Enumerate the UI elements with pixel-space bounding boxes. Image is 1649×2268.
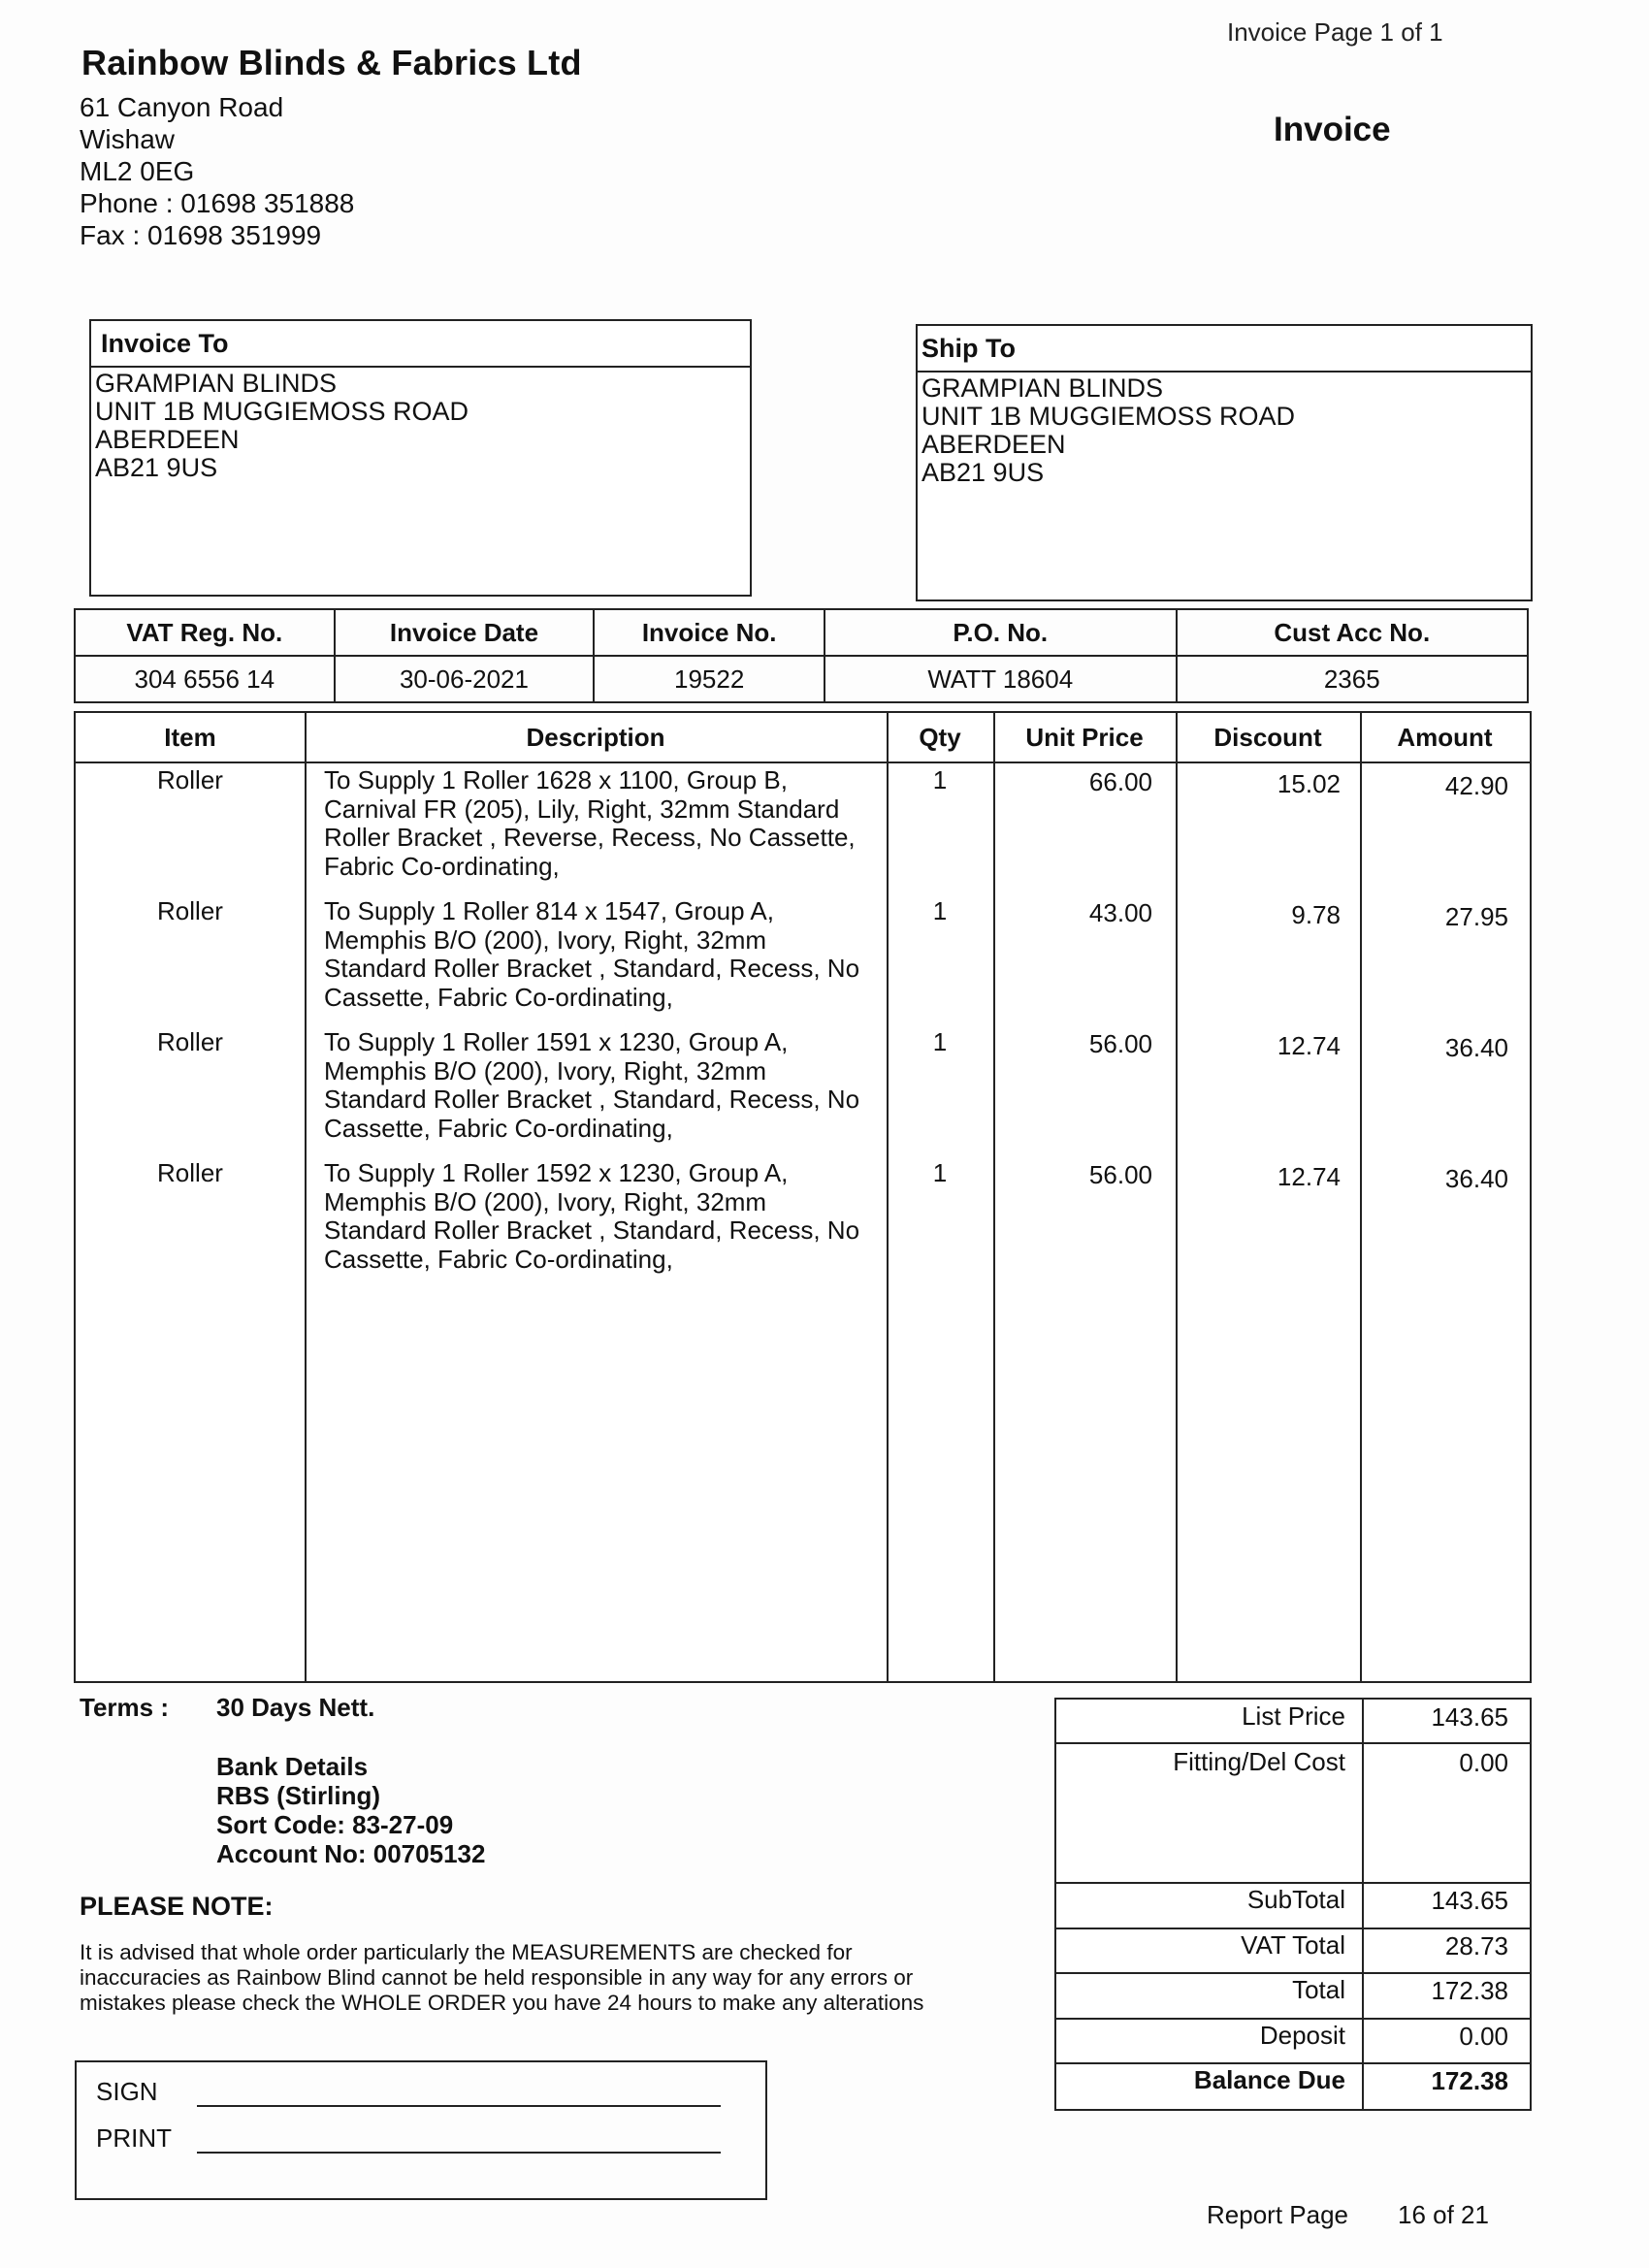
invoice-date-value: 30-06-2021 [335, 656, 595, 702]
description-line: To Supply 1 Roller 1592 x 1230, Group A, [324, 1158, 789, 1187]
company-phone: Phone : 01698 351888 [80, 188, 355, 218]
description-cell [324, 1159, 882, 1274]
totals-divider [1362, 1700, 1364, 2109]
ship-to-address [918, 373, 1531, 487]
description-cell [324, 897, 882, 1012]
report-page-value: 16 of 21 [1398, 2200, 1489, 2229]
ship-to-line: UNIT 1B MUGGIEMOSS ROAD [922, 402, 1296, 431]
balance-due-label: Balance Due [1193, 2065, 1345, 2094]
discount-cell: 12.74 [1277, 1031, 1341, 1060]
amount-cell: 36.40 [1444, 1164, 1508, 1193]
discount-cell: 12.74 [1277, 1162, 1341, 1191]
item-cell: Roller [157, 1158, 223, 1187]
ship-to-heading: Ship To [918, 326, 1531, 373]
note-line: It is advised that whole order particularly the MEASUREMENTS are checked for [80, 1940, 853, 1964]
description-line: Roller Bracket , Reverse, Recess, No Cassette, [324, 823, 856, 852]
unit-price-column-header: Unit Price [1025, 723, 1144, 752]
invoice-to-line: GRAMPIAN BLINDS [95, 369, 338, 398]
totals-rule [1056, 2018, 1530, 2020]
invoice-to-heading: Invoice To [91, 321, 750, 368]
sign-label: SIGN [96, 2077, 158, 2106]
print-label: PRINT [96, 2123, 172, 2153]
total-value: 172.38 [1431, 1976, 1508, 2005]
qty-cell: 1 [932, 896, 948, 925]
balance-due-value: 172.38 [1431, 2066, 1508, 2095]
description-line: To Supply 1 Roller 1591 x 1230, Group A, [324, 1027, 789, 1056]
account-number: Account No: 00705132 [216, 1839, 486, 1868]
amount-cell: 42.90 [1444, 771, 1508, 800]
item-cell: Roller [157, 1027, 223, 1056]
cust-acc-header: Cust Acc No. [1177, 609, 1528, 656]
description-line: Cassette, Fabric Co-ordinating, [324, 982, 673, 1012]
total-label: Total [1292, 1975, 1345, 2004]
description-column-header: Description [526, 723, 665, 752]
amount-cell: 27.95 [1444, 902, 1508, 931]
po-no-value: WATT 18604 [824, 656, 1176, 702]
bank-name: RBS (Stirling) [216, 1781, 380, 1810]
ship-to-line: ABERDEEN [922, 430, 1066, 459]
unit-price-cell: 66.00 [1088, 767, 1152, 796]
line-item-row [76, 1028, 1530, 1158]
line-item-row [76, 897, 1530, 1027]
print-line[interactable] [197, 2152, 721, 2154]
line-item-row [76, 766, 1530, 896]
vat-total-label: VAT Total [1241, 1930, 1345, 1960]
unit-price-cell: 56.00 [1088, 1029, 1152, 1058]
description-line: Carnival FR (205), Lily, Right, 32mm Standard [324, 794, 840, 824]
description-cell [324, 766, 882, 881]
description-line: Fabric Co-ordinating, [324, 851, 560, 881]
description-line: Memphis B/O (200), Ivory, Right, 32mm [324, 924, 767, 955]
fitting-cost-label: Fitting/Del Cost [1173, 1747, 1345, 1776]
invoice-page-indicator: Invoice Page 1 of 1 [1227, 17, 1443, 47]
please-note-text [80, 1940, 991, 2016]
qty-column-header: Qty [919, 723, 961, 752]
item-column-header: Item [164, 723, 216, 752]
qty-cell: 1 [932, 1158, 948, 1187]
invoice-to-line: AB21 9US [95, 453, 218, 482]
company-address-line1: 61 Canyon Road [80, 92, 284, 122]
totals-rule [1056, 1882, 1530, 1884]
qty-cell: 1 [932, 765, 948, 794]
discount-cell: 9.78 [1291, 900, 1341, 929]
please-note-heading: PLEASE NOTE: [80, 1892, 274, 1921]
vat-reg-value: 304 6556 14 [75, 656, 335, 702]
line-items-header [76, 713, 1530, 763]
sign-line[interactable] [197, 2105, 721, 2107]
item-cell: Roller [157, 896, 223, 925]
deposit-value: 0.00 [1459, 2022, 1508, 2051]
company-name: Rainbow Blinds & Fabrics Ltd [81, 43, 582, 82]
item-cell: Roller [157, 765, 223, 794]
totals-rule [1056, 1928, 1530, 1929]
cust-acc-value: 2365 [1177, 656, 1528, 702]
company-address-line2: Wishaw [80, 124, 176, 154]
totals-rule [1056, 1742, 1530, 1744]
invoice-no-value: 19522 [594, 656, 824, 702]
discount-cell: 15.02 [1277, 769, 1341, 798]
invoice-no-header: Invoice No. [594, 609, 824, 656]
company-fax: Fax : 01698 351999 [80, 220, 322, 250]
unit-price-cell: 43.00 [1088, 898, 1152, 927]
invoice-meta-table [74, 608, 1529, 703]
terms-label: Terms : [80, 1693, 169, 1722]
subtotal-label: SubTotal [1246, 1885, 1345, 1914]
totals-rule [1056, 1972, 1530, 1974]
deposit-label: Deposit [1259, 2021, 1345, 2050]
vat-reg-header: VAT Reg. No. [75, 609, 335, 656]
ship-to-line: AB21 9US [922, 458, 1045, 487]
list-price-label: List Price [1242, 1701, 1345, 1731]
terms-value: 30 Days Nett. [216, 1693, 375, 1722]
description-line: Cassette, Fabric Co-ordinating, [324, 1244, 673, 1274]
description-line: Memphis B/O (200), Ivory, Right, 32mm [324, 1055, 767, 1085]
report-page-label: Report Page [1207, 2200, 1348, 2229]
company-postcode: ML2 0EG [80, 156, 195, 186]
amount-column-header: Amount [1397, 723, 1493, 752]
description-line: Standard Roller Bracket , Standard, Recess, No [324, 1215, 860, 1245]
discount-column-header: Discount [1213, 723, 1322, 752]
unit-price-cell: 56.00 [1088, 1160, 1152, 1189]
subtotal-value: 143.65 [1431, 1886, 1508, 1915]
line-item-row [76, 1159, 1530, 1289]
description-line: To Supply 1 Roller 814 x 1547, Group A, [324, 896, 774, 925]
bank-details [216, 1752, 485, 1868]
ship-to-line: GRAMPIAN BLINDS [922, 373, 1164, 403]
description-line: Memphis B/O (200), Ivory, Right, 32mm [324, 1186, 767, 1216]
line-items-table [74, 711, 1532, 1683]
fitting-cost-value: 0.00 [1459, 1748, 1508, 1777]
qty-cell: 1 [932, 1027, 948, 1056]
invoice-to-line: ABERDEEN [95, 425, 240, 454]
description-line: Cassette, Fabric Co-ordinating, [324, 1113, 673, 1143]
totals-box [1054, 1698, 1532, 2111]
document-title: Invoice [1274, 111, 1391, 148]
signature-box [75, 2060, 767, 2200]
list-price-value: 143.65 [1431, 1702, 1508, 1732]
note-line: inaccuracies as Rainbow Blind cannot be held responsible in any way for any errors or [80, 1965, 914, 1990]
description-cell [324, 1028, 882, 1143]
vat-total-value: 28.73 [1444, 1931, 1508, 1960]
sort-code: Sort Code: 83-27-09 [216, 1810, 454, 1839]
bank-heading: Bank Details [216, 1752, 369, 1781]
description-line: Standard Roller Bracket , Standard, Recess, No [324, 954, 860, 983]
invoice-to-box [89, 319, 752, 597]
amount-cell: 36.40 [1444, 1033, 1508, 1062]
invoice-to-address [91, 368, 750, 482]
totals-rule [1056, 2062, 1530, 2064]
invoice-to-line: UNIT 1B MUGGIEMOSS ROAD [95, 397, 469, 426]
po-no-header: P.O. No. [824, 609, 1176, 656]
note-line: mistakes please check the WHOLE ORDER you have 24 hours to make any alterations [80, 1991, 924, 2015]
ship-to-box [916, 324, 1533, 601]
description-line: To Supply 1 Roller 1628 x 1100, Group B, [324, 765, 788, 794]
description-line: Standard Roller Bracket , Standard, Recess, No [324, 1085, 860, 1114]
invoice-date-header: Invoice Date [335, 609, 595, 656]
